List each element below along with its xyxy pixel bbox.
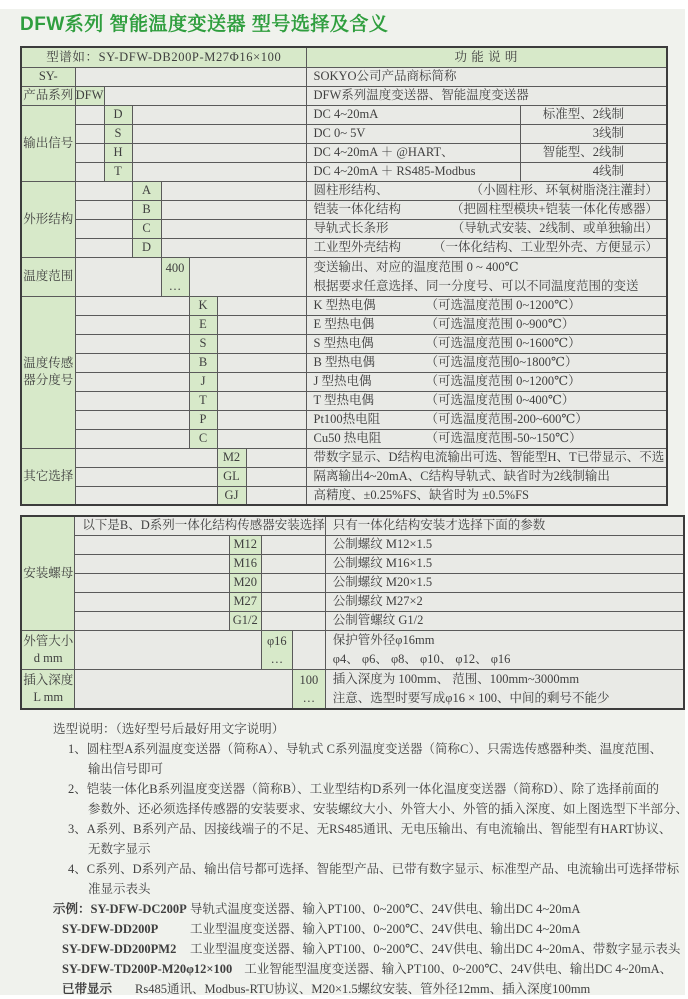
spacer-cell xyxy=(217,391,306,410)
row-brand xyxy=(21,67,667,86)
row-sensor-t xyxy=(21,391,667,410)
output-code: T xyxy=(104,162,132,181)
nut-code: M20 xyxy=(229,573,261,592)
spacer-cell xyxy=(75,391,189,410)
spacer-cell xyxy=(75,162,104,181)
other-code: GL xyxy=(217,467,246,486)
model-desc: Rs485通讯、Modbus-RTU协议、M20×1.5螺纹安装、管外径12mm、插入深度100mm xyxy=(135,981,591,996)
model-spectrum-header: 型谱如：SY-DFW-DB200P-M27Φ16×100 xyxy=(21,47,306,67)
row-shape-b xyxy=(21,200,667,219)
other-desc: 带数字显示、D结构电流输出可选、智能型H、T已带显示、不选 xyxy=(306,448,667,467)
output-note: 3线制 xyxy=(520,124,667,143)
row-shape-a xyxy=(21,181,667,200)
shape-label: 外形结构 xyxy=(21,181,75,257)
spacer-cell xyxy=(75,315,189,334)
note-line: 准显示表头 xyxy=(88,881,151,896)
row-sensor-e xyxy=(21,315,667,334)
sensor-code: J xyxy=(189,372,217,391)
row-nut-g12 xyxy=(21,611,684,630)
spacer-cell xyxy=(75,429,189,448)
spacer-cell xyxy=(246,467,306,486)
spacer-cell xyxy=(132,162,306,181)
shape-desc xyxy=(306,238,667,257)
row-sensor-j xyxy=(21,372,667,391)
row-output-s xyxy=(21,124,667,143)
spacer-cell xyxy=(261,535,325,554)
spacer-cell xyxy=(75,200,132,219)
spacer-cell xyxy=(75,535,230,554)
spacer-cell xyxy=(75,67,306,86)
row-nut-m20 xyxy=(21,573,684,592)
example-line xyxy=(62,979,685,999)
model-code: 示例：SY-DFW-DC200P xyxy=(53,901,187,916)
row-output-t xyxy=(21,162,667,181)
nut-desc: 公制螺纹 M12×1.5 xyxy=(325,535,684,554)
note-line: 2、铠装一体化B系列温度变送器（简称B）、工业型结构D系列一体化温度变送器（简称D）、除了选择前面的 xyxy=(68,781,659,796)
spacer-cell xyxy=(261,611,325,630)
temp-range-desc: 变送输出、对应的温度范围 0 ~ 400℃ 根据要求任意选择、同一分度号、可以不同温度范围的变送 xyxy=(306,257,667,296)
model-code: SY-DFW-DD200PM2 xyxy=(62,941,177,956)
spacer-cell xyxy=(75,448,217,467)
note-line: 4、C系列、D系列产品、输出信号都可选择、智能型产品、已带有数字显示、标准型产品、电流输出可选择带标 xyxy=(68,861,680,876)
model-selection-table xyxy=(20,46,668,506)
table-header-row xyxy=(21,47,667,67)
spacer-cell xyxy=(261,554,325,573)
spacer-cell xyxy=(104,86,306,105)
spacer-cell xyxy=(75,611,230,630)
sensor-code: E xyxy=(189,315,217,334)
row-pipe-size xyxy=(21,630,684,669)
spacer-cell xyxy=(217,410,306,429)
insert-depth-label: 插入深度 L mm xyxy=(21,669,75,709)
sensor-code: P xyxy=(189,410,217,429)
spacer-cell xyxy=(261,573,325,592)
spacer-cell xyxy=(132,124,306,143)
row-sensor-c xyxy=(21,429,667,448)
output-signal-label: 输出信号 xyxy=(21,105,75,181)
spacer-cell xyxy=(75,353,189,372)
row-sensor-p xyxy=(21,410,667,429)
nut-header-right: 只有一体化结构安装才选择下面的参数 xyxy=(325,516,684,535)
insert-depth-desc: 插入深度为 100mm、 范围、100mm~3000mm 注意、选型时要写成φ16 × 100、中间的剩号不能少 xyxy=(325,669,684,709)
model-code: SY-DFW-DD200P xyxy=(62,921,159,936)
spacer-cell xyxy=(75,592,230,611)
selection-notes xyxy=(0,719,688,999)
sensor-desc: J 型热电偶 （可选温度范围 0~1200℃） xyxy=(306,372,667,391)
spacer-cell xyxy=(161,181,306,200)
model-desc: 导轨式温度变送器、输入PT100、0~200℃、24V供电、输出DC 4~20mA xyxy=(190,901,581,916)
sensor-code: C xyxy=(189,429,217,448)
spacer-cell xyxy=(246,448,306,467)
sensor-desc: E 型热电偶 （可选温度范围 0~900℃） xyxy=(306,315,667,334)
sensor-code: K xyxy=(189,296,217,315)
example-line xyxy=(53,899,685,919)
spacer-cell xyxy=(217,296,306,315)
mounting-nut-label: 安装螺母 xyxy=(21,516,75,630)
other-code: GJ xyxy=(217,486,246,505)
shape-desc-main: 圆柱形结构、 xyxy=(313,183,389,197)
spacer-cell xyxy=(75,181,132,200)
sensor-code: T xyxy=(189,391,217,410)
spacer-cell xyxy=(75,410,189,429)
row-temp-range xyxy=(21,257,667,296)
function-header: 功 能 说 明 xyxy=(306,47,667,67)
nut-code: M27 xyxy=(229,592,261,611)
spacer-cell xyxy=(75,124,104,143)
spacer-cell xyxy=(75,238,132,257)
output-note: 标准型、2线制 xyxy=(520,105,667,124)
insert-depth-code: 100 … xyxy=(293,669,326,709)
model-desc: 工业型温度变送器、输入PT100、0~200℃、24V供电、输出DC 4~20mA xyxy=(190,921,581,936)
spacer-cell xyxy=(132,143,306,162)
spacer-cell xyxy=(75,219,132,238)
row-nut-m16 xyxy=(21,554,684,573)
note-line: 无数字显示 xyxy=(88,841,151,856)
pipe-size-desc: 保护管外径φ16mm φ4、 φ6、 φ8、 φ10、 φ12、 φ16 xyxy=(325,630,684,669)
spacer-cell xyxy=(217,372,306,391)
row-other-m2 xyxy=(21,448,667,467)
datasheet-page xyxy=(0,9,688,996)
note-line: 3、A系列、B系列产品、因接线端子的不足、无RS485通讯、无电压输出、有电流输出、智能型有HART协议、 xyxy=(68,821,672,836)
row-other-gj xyxy=(21,486,667,505)
spacer-cell xyxy=(161,200,306,219)
spacer-cell xyxy=(293,630,326,669)
mounting-options-table xyxy=(20,515,685,710)
shape-desc-paren: （导轨式安装、2线制、或单独输出） xyxy=(451,221,658,235)
temp-range-code: 400 … xyxy=(161,257,189,296)
spacer-cell xyxy=(189,257,306,296)
sensor-code: B xyxy=(189,353,217,372)
nut-header-left: 以下是B、D系列一体化结构传感器安装选择 xyxy=(75,516,325,535)
other-desc: 隔离输出4~20mA、C结构导轨式、缺省时为2线制输出 xyxy=(306,467,667,486)
output-desc: DC 4~20mA ＋ RS485-Modbus xyxy=(306,162,520,181)
spacer-cell xyxy=(217,429,306,448)
shape-desc-main: 工业型外壳结构 xyxy=(313,240,402,254)
note-line: 1、圆柱型A系列温度变送器（简称A）、导轨式 C系列温度变送器（简称C）、只需选传感器种类、温度范围、 xyxy=(68,741,663,756)
spacer-cell xyxy=(217,315,306,334)
example-line xyxy=(62,939,685,959)
output-note: 智能型、2线制 xyxy=(520,143,667,162)
spacer-cell xyxy=(75,334,189,353)
sensor-desc: K 型热电偶 （可选温度范围 0~1200℃） xyxy=(306,296,667,315)
row-series xyxy=(21,86,667,105)
output-desc: DC 0~ 5V xyxy=(306,124,520,143)
output-code: D xyxy=(104,105,132,124)
spacer-cell xyxy=(161,238,306,257)
spacer-cell xyxy=(75,669,293,709)
other-options-label: 其它选择 xyxy=(21,448,75,505)
spacer-cell xyxy=(75,257,161,296)
sensor-desc: Pt100热电阻 （可选温度范围-200~600℃） xyxy=(306,410,667,429)
nut-desc: 公制螺纹 M16×1.5 xyxy=(325,554,684,573)
shape-desc xyxy=(306,219,667,238)
spacer-cell xyxy=(75,630,261,669)
other-code: M2 xyxy=(217,448,246,467)
shape-desc-main: 导轨式长条形 xyxy=(313,221,389,235)
model-desc: 工业型温度变送器、输入PT100、0~200℃、24V供电、输出DC 4~20mA、带数字显示表头 xyxy=(190,941,681,956)
note-line: 输出信号即可 xyxy=(88,761,164,776)
example-line xyxy=(62,919,685,939)
spacer-cell xyxy=(75,467,217,486)
row-sensor-k xyxy=(21,296,667,315)
brand-label: SY- xyxy=(21,67,75,86)
model-desc: 工业智能型温度变送器、输入PT100、0~200℃、24V供电、输出DC 4~20mA、 xyxy=(244,961,673,976)
shape-desc xyxy=(306,200,667,219)
spacer-cell xyxy=(75,105,104,124)
spacer-cell xyxy=(75,573,230,592)
notes-lead: 选型说明：（选好型号后最好用文字说明） xyxy=(53,721,285,736)
row-nut-m27 xyxy=(21,592,684,611)
spacer-cell xyxy=(75,296,189,315)
row-output-h xyxy=(21,143,667,162)
shape-desc-paren: （小圆柱形、环氧树脂浇注灌封） xyxy=(470,183,658,197)
row-nut-m12 xyxy=(21,535,684,554)
model-code: SY-DFW-TD200P-M20φ12×100 xyxy=(62,961,233,976)
row-output-d xyxy=(21,105,667,124)
nut-code: G1/2 xyxy=(229,611,261,630)
sensor-desc: B 型热电偶 （可选温度范围0~1800℃） xyxy=(306,353,667,372)
example-line xyxy=(62,959,685,979)
series-label: 产品系列 xyxy=(21,86,75,105)
shape-code: D xyxy=(132,238,161,257)
spacer-cell xyxy=(75,143,104,162)
output-code: H xyxy=(104,143,132,162)
sensor-code: S xyxy=(189,334,217,353)
page-title: DFW系列 智能温度变送器 型号选择及含义 xyxy=(20,14,389,35)
pipe-size-label: 外管大小 d mm xyxy=(21,630,75,669)
output-note: 4线制 xyxy=(520,162,667,181)
nut-code: M16 xyxy=(229,554,261,573)
row-other-gl xyxy=(21,467,667,486)
shape-code: A xyxy=(132,181,161,200)
row-shape-c xyxy=(21,219,667,238)
pipe-size-code: φ16 … xyxy=(261,630,293,669)
row-shape-d xyxy=(21,238,667,257)
spacer-cell xyxy=(217,353,306,372)
sensor-desc: S 型热电偶 （可选温度范围 0~1600℃） xyxy=(306,334,667,353)
spacer-cell xyxy=(75,372,189,391)
sensor-type-label: 温度传感 器分度号 xyxy=(21,296,75,448)
spacer-cell xyxy=(75,554,230,573)
other-desc: 高精度、±0.25%FS、缺省时为 ±0.5%FS xyxy=(306,486,667,505)
sensor-desc: T 型热电偶 （可选温度范围 0~400℃） xyxy=(306,391,667,410)
spacer-cell xyxy=(246,486,306,505)
spacer-cell xyxy=(217,334,306,353)
shape-desc-main: 铠装一体化结构 xyxy=(313,202,402,216)
row-insert-depth xyxy=(21,669,684,709)
row-sensor-s xyxy=(21,334,667,353)
shape-desc xyxy=(306,181,667,200)
temp-range-label: 温度范围 xyxy=(21,257,75,296)
spacer-cell xyxy=(261,592,325,611)
series-desc: DFW系列温度变送器、智能温度变送器 xyxy=(306,86,667,105)
nut-desc: 公制螺纹 M20×1.5 xyxy=(325,573,684,592)
nut-desc: 公制螺纹 M27×2 xyxy=(325,592,684,611)
spacer-cell xyxy=(75,486,217,505)
nut-code: M12 xyxy=(229,535,261,554)
model-code: 已带显示 xyxy=(62,981,113,996)
spacer-cell xyxy=(132,105,306,124)
output-desc: DC 4~20mA ＋ @HART、 xyxy=(306,143,520,162)
row-nut-header xyxy=(21,516,684,535)
sensor-desc: Cu50 热电阻 （可选温度范围-50~150℃） xyxy=(306,429,667,448)
shape-desc-paren: （把圆柱型模块+铠装一体化传感器） xyxy=(450,202,658,216)
note-line: 参数外、还必须选择传感器的安装要求、安装螺纹大小、外管大小、外管的插入深度、如上图选型下半部分、 xyxy=(88,801,688,816)
brand-desc: SOKYO公司产品商标简称 xyxy=(306,67,667,86)
shape-code: C xyxy=(132,219,161,238)
spacer-cell xyxy=(161,219,306,238)
nut-desc: 公制管螺纹 G1/2 xyxy=(325,611,684,630)
shape-desc-paren: （一体化结构、工业型外壳、方便显示） xyxy=(432,240,658,254)
output-desc: DC 4~20mA xyxy=(306,105,520,124)
shape-code: B xyxy=(132,200,161,219)
output-code: S xyxy=(104,124,132,143)
series-code: DFW xyxy=(75,86,104,105)
row-sensor-b xyxy=(21,353,667,372)
